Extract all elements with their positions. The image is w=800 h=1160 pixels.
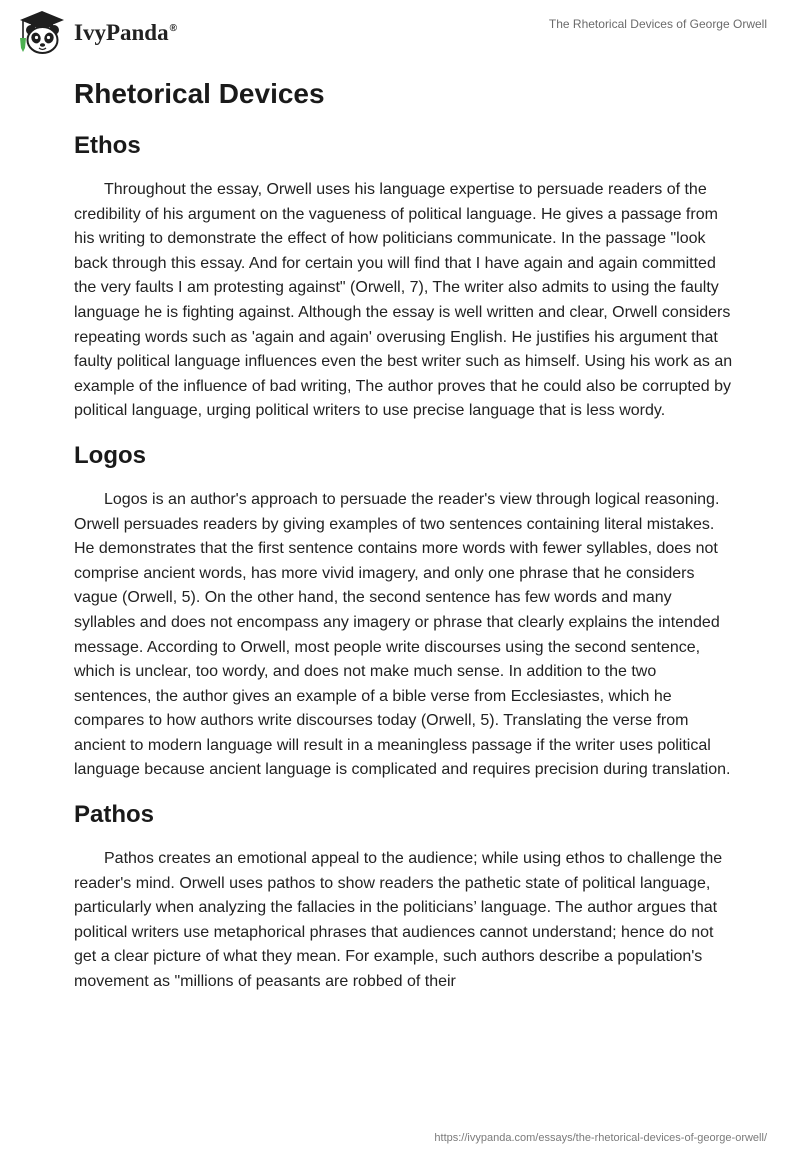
registered-mark: ®	[169, 23, 177, 35]
page-title: Rhetorical Devices	[74, 78, 325, 109]
ivypanda-logo[interactable]	[14, 8, 177, 56]
essay-body	[74, 70, 734, 995]
brand-name: IvyPanda®	[74, 20, 177, 45]
section-heading-pathos: Pathos	[74, 801, 155, 829]
section-heading-logos: Logos	[74, 441, 146, 469]
section-heading-ethos: Ethos	[74, 132, 141, 159]
document-title: The Rhetorical Devices of George Orwell	[548, 17, 767, 31]
page-header	[0, 0, 800, 60]
section-paragraph-pathos: Pathos creates an emotional appeal to the audience; while using ethos to challenge the reader's mind. Orwell uses pathos to show readers the pathetic state of political language, particularly when analyzing the fallacies in the politicians’ language. The author argues that political writers use metaphorical phrases that audiences cannot understand; hence do not get a clear picture of what they mean. For example, such authors describe a population's movement as "millions of peasants are robbed of their	[74, 850, 723, 991]
panda-graduate-icon	[14, 8, 70, 56]
source-url[interactable]: https://ivypanda.com/essays/the-rhetorical-devices-of-george-orwell/	[434, 1132, 767, 1144]
section-paragraph-logos: Logos is an author's approach to persuade the reader's view through logical reasoning. Orwell persuades readers by giving examples of two sentences containing literal mistakes. He demonstrates that the first sentence contains more words with fewer syllables, does not comprise ancient words, has more vivid imagery, and only one phrase that he considers vague (Orwell, 5). On the other hand, the second sentence has few words and many syllables and does not encompass any imagery or phrase that clearly explains the intended message. According to Orwell, most people write discourses using the second sentence, which is unclear, too wordy, and does not make much sense. In addition to the two sentences, the author gives an example of a bible verse from Ecclesiastes, which he compares to how authors write discourses today (Orwell, 5). Translating the verse from ancient to modern language will result in a meaningless passage if the writer uses political language because ancient language is complicated and requires precision during translation.	[74, 490, 731, 779]
section-paragraph-ethos: Throughout the essay, Orwell uses his language expertise to persuade readers of the credibility of his argument on the vagueness of political language. He gives a passage from his writing to demonstrate the effect of how politicians communicate. In the passage "look back through this essay. And for certain you will find that I have again and again committed the very faults I am protesting against" (Orwell, 7), The writer also admits to using the faulty language he is fighting against. Although the essay is well written and clear, Orwell considers repeating words such as 'again and again' overusing English. He justifies his argument that faulty political language influences even the best writer such as himself. Using his work as an example of the influence of bad writing, The author proves that he could also be corrupted by political language, urging political writers to use precise language that is less wordy.	[74, 181, 733, 420]
